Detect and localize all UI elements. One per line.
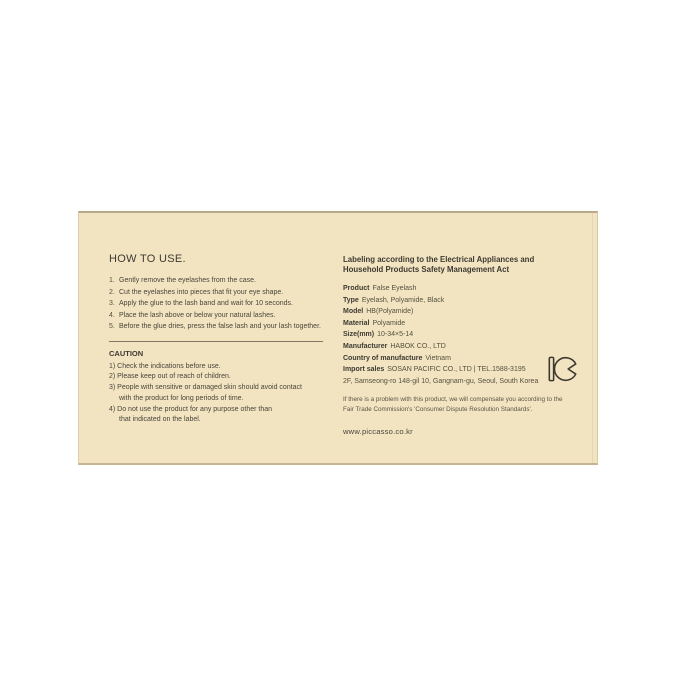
how-to-use-step xyxy=(109,287,329,299)
instructions-column xyxy=(109,253,329,426)
field-value: 10-34×5-14 xyxy=(377,331,414,339)
step-text: Place the lash above or below your natural lashes. xyxy=(119,311,276,319)
caution-line: 3) People with sensitive or damaged skin should avoid contact xyxy=(109,384,302,392)
step-text: Before the glue dries, press the false lash and your lash together. xyxy=(119,323,321,330)
how-to-use-step xyxy=(109,298,329,310)
caution-line-continuation: that indicated on the label. xyxy=(119,416,201,424)
caution-line: 1) Check the indications before use. xyxy=(109,362,221,370)
labeling-field-row xyxy=(343,306,585,318)
labeling-field-row xyxy=(343,295,585,307)
how-to-use-step xyxy=(109,310,329,322)
labeling-field-row xyxy=(343,318,585,330)
how-to-use-title: HOW TO USE. xyxy=(109,253,186,265)
field-label: Import sales xyxy=(343,366,385,374)
field-label: Size(mm) xyxy=(343,331,375,339)
labeling-field-row xyxy=(343,329,585,341)
field-label: Material xyxy=(343,319,370,327)
field-value: Polyamide xyxy=(372,319,406,327)
field-value: Vietnam xyxy=(425,354,451,362)
field-value: False Eyelash xyxy=(372,285,417,292)
eyelash-package-back-panel xyxy=(78,211,598,465)
labeling-column xyxy=(343,255,585,436)
step-number: 3. xyxy=(109,300,115,307)
field-value: SOSAN PACIFIC CO., LTD | TEL.1588-3195 xyxy=(387,366,526,374)
labeling-field-row xyxy=(343,283,585,295)
disclaimer-line1: If there is a problem with this product, we will compensate you according to the xyxy=(343,396,563,404)
field-value: Eyelash, Polyamide, Black xyxy=(361,296,445,304)
caution-line: 2) Please keep out of reach of children. xyxy=(109,373,231,381)
field-label: Manufacturer xyxy=(343,342,388,350)
labeling-heading-line1: Labeling according to the Electrical Appliances and xyxy=(343,255,535,264)
step-text: Cut the eyelashes into pieces that fit your eye shape. xyxy=(119,288,284,296)
field-value: HABOK CO., LTD xyxy=(390,342,446,350)
step-text: Apply the glue to the lash band and wait for 10 seconds. xyxy=(119,300,293,307)
step-number: 1. xyxy=(109,277,115,284)
section-divider xyxy=(109,341,323,342)
field-value: HB(Polyamide) xyxy=(366,308,414,316)
caution-title: CAUTION xyxy=(109,348,144,358)
field-value: 2F, Samseong-ro 148-gil 10, Gangnam-gu, Seoul, South Korea xyxy=(343,377,539,385)
disclaimer-line2: Fair Trade Commission's 'Consumer Dispute Resolution Standards'. xyxy=(343,406,533,414)
labeling-heading-line2: Household Products Safety Management Act xyxy=(343,265,510,274)
field-label: Type xyxy=(343,296,359,304)
step-number: 4. xyxy=(109,311,115,319)
step-text: Gently remove the eyelashes from the case. xyxy=(119,277,256,284)
step-number: 5. xyxy=(109,323,115,330)
kc-certification-icon xyxy=(548,354,578,384)
step-number: 2. xyxy=(109,288,115,296)
field-label: Model xyxy=(343,308,364,316)
compensation-disclaimer xyxy=(343,395,585,415)
caution-line-continuation: with the product for long periods of time. xyxy=(119,394,244,402)
field-label: Country of manufacture xyxy=(343,354,423,362)
caution-line: 4) Do not use the product for any purpose other than xyxy=(109,405,273,413)
labeling-field-row xyxy=(343,341,585,353)
field-label: Product xyxy=(343,285,370,292)
how-to-use-step xyxy=(109,321,329,333)
website-url: www.piccasso.co.kr xyxy=(343,427,413,437)
how-to-use-step xyxy=(109,275,329,287)
package-fold-line xyxy=(592,213,593,463)
